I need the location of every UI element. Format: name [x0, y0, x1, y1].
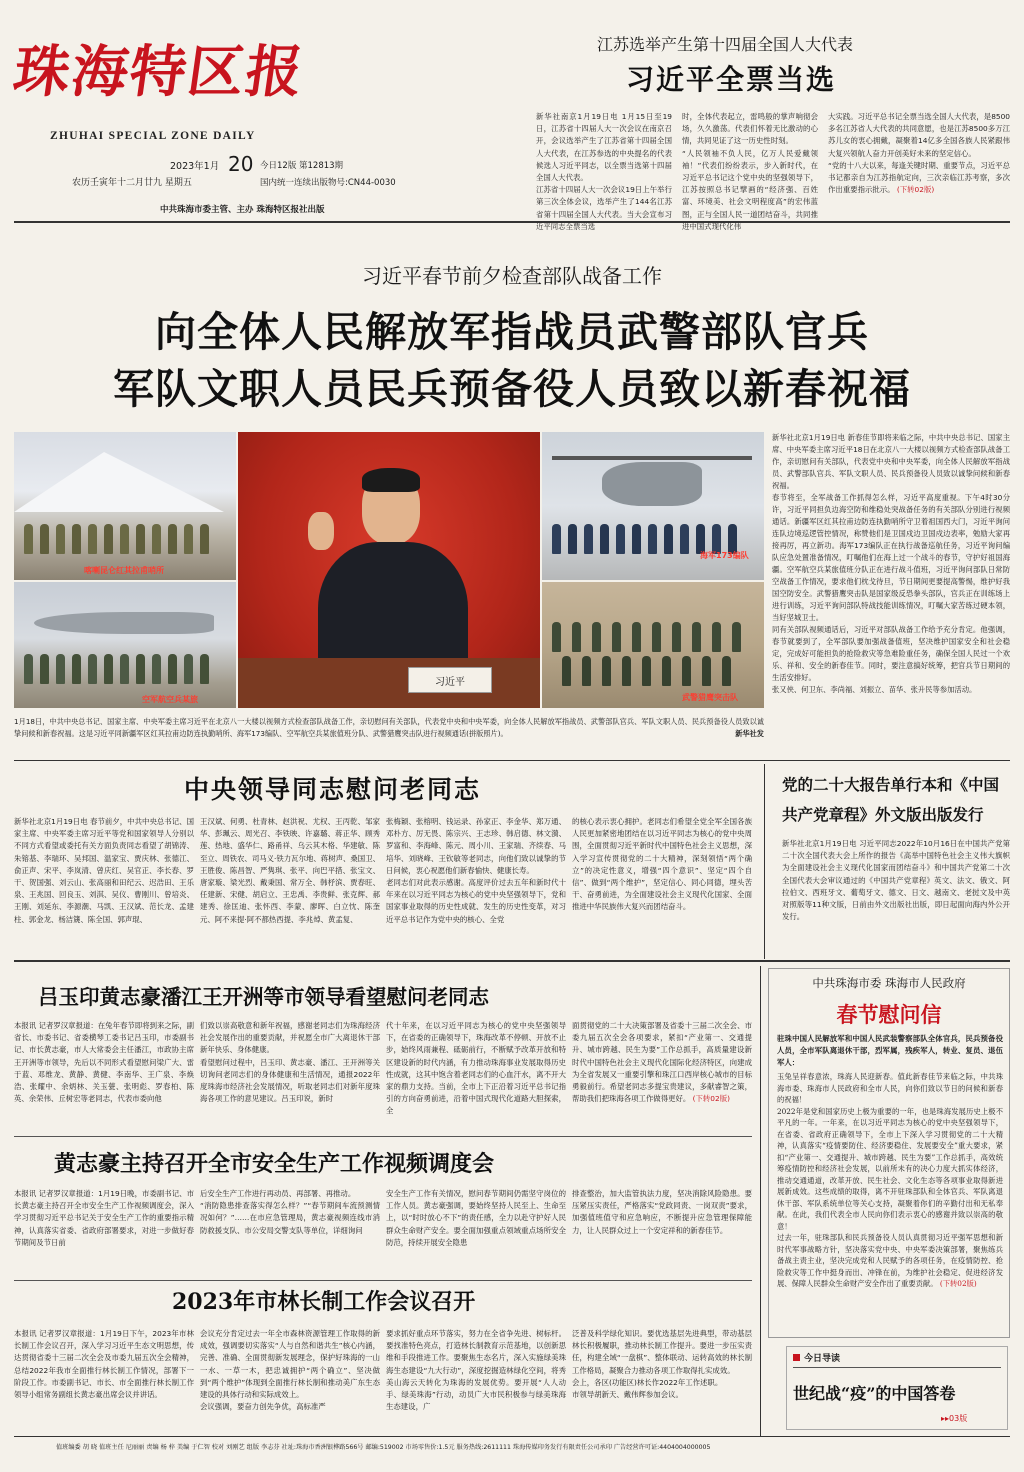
desk: [238, 658, 540, 708]
letter-issuer: 中共珠海市委 珠海市人民政府: [812, 976, 966, 990]
veterans-col2: 王汉斌、何勇、杜青林、赵洪祝、尤权、王丙乾、邹家华、彭珮云、周光召、李铁映、许嘉璐、蒋正华、顾秀莲、热地、盛华仁、路甬祥、乌云其木格、华建敏、陈至立、周铁农、司马义·铁力瓦尔地、蒋树声、桑国卫、王胜俊、陈昌智、严隽琪、张平、向巴平措、张宝文、唐家璇、梁光烈、戴秉国、常万全、韩杼滨、贾春旺、任建新、宋健、胡启立、王忠禹、李贵鲜、张克辉、郝建秀、徐匡迪、张怀西、李蒙、廖晖、白立忱、陈奎元、阿不来提·阿不都热西提、李兆焯、黄孟复、: [200, 817, 380, 924]
sidebar-vertical-rule: [760, 966, 761, 1436]
top-story-more-link[interactable]: (下转02版): [896, 185, 935, 195]
lead-kicker: 习近平春节前夕检查部队战备工作: [362, 264, 662, 288]
date-day: 20: [228, 152, 254, 176]
rotor-shape: [552, 456, 752, 460]
logo-text: 珠海特区报: [9, 39, 309, 105]
mountain-shape: [14, 452, 224, 512]
veterans-col4: 的核心表示衷心拥护。老同志们希望全党全军全国各族人民更加紧密地团结在以习近平同志为核心的党中央周围，全面贯彻习近平新时代中国特色社会主义思想，深入学习宣传贯彻党的二十大精神，深刻领悟“两个确立”的决定性意义，增强“四个意识”、坚定“四个自信”、做到“两个维护”，坚定信心、同心同德，埋头苦干、奋勇前进，为全面建设社会主义现代化国家、全面推进中华民族伟大复兴而团结奋斗。: [572, 817, 752, 912]
nameplate-text: 习近平: [435, 677, 465, 688]
publisher-line: 中共珠海市委主管、主办 珠海特区报社出版: [160, 205, 325, 215]
photo-label-2: 海军173编队: [700, 551, 749, 560]
letter-addressee: 驻珠中国人民解放军和中国人民武装警察部队全体官兵，民兵预备役人员，全市军队离退休干部，烈军属，残疾军人，转业、复员、退伍军人：: [777, 1034, 1003, 1068]
lead-caption-credit: 新华社发: [735, 729, 764, 738]
guide-square-icon: [793, 1354, 800, 1361]
top-story-col1: 新华社南京1月19日电 1月15日至19日，江苏省十四届人大一次会议在南京召开，会议选举产生了江苏省第十四届全国人大代表，在江苏参选的中央提名的代表候选人习近平同志，以全票当选第十四届全国人大代表。 江苏省十四届人大一次会议19日上午举行第三次全体会议，选举产生了144名江苏省第十四届全国人大代表。当大会宣布习近平同志全票当选: [536, 112, 672, 231]
top-story-kicker: 江苏选举产生第十四届全国人大代表: [597, 35, 854, 54]
guide-label-wrap: [793, 1351, 840, 1364]
date-line2: 农历壬寅年十二月廿九 星期五: [72, 178, 192, 188]
footer-rule: [14, 1436, 1010, 1437]
masthead-rule: [14, 221, 1010, 223]
guide-box[interactable]: [786, 1346, 1008, 1430]
soldier-row: [24, 524, 224, 564]
photo-label-4: 武警猎鹰突击队: [682, 693, 738, 702]
photo-navy[interactable]: [542, 432, 764, 580]
masthead-logo: [9, 22, 309, 132]
letter-more-link[interactable]: (下转02版): [939, 1279, 977, 1288]
lead-headline-1[interactable]: 向全体人民解放军指战员武警部队官兵: [155, 308, 869, 356]
lead-caption-text: 1月18日，中共中央总书记、国家主席、中央军委主席习近平在北京八一大楼以视频方式检查部队战备工作，亲切慰问有关部队，代表党中央和中央军委，向全体人民解放军指战员、武警部队官兵、军队文职人员、民兵预备役人员致以诚挚问候和新春祝福。这是习近平同新疆军区红其拉甫边防连执勤哨所、海军173编队、空军航空兵某旅值班分队、武警猎鹰突击队进行视频通话(拼版照片)。: [14, 717, 764, 738]
veterans-col3: 张梅颖、张榕明、钱运录、孙家正、李金华、郑万通、邓朴方、厉无畏、陈宗兴、王志珍、韩启德、林文漪、罗富和、李海峰、陈元、周小川、王家瑞、齐续春、马培华、刘晓峰、王钦敏等老同志，向他们致以诚挚的节日问候，衷心祝愿他们新春愉快、健康长寿。 老同志们对此表示感谢。高度评价过去五年和新时代十年来在以习近平同志为核心的党中央坚强领导下，党和国家事业取得的历史性成就、发生的历史性变革，对习近平总书记作为党中央的核心、全党: [386, 817, 566, 924]
letter-title[interactable]: 春节慰问信: [836, 1002, 942, 1027]
veterans-col1: 新华社北京1月19日电 春节前夕，中共中央总书记、国家主席、中央军委主席习近平等党和国家领导人分别以不同方式看望或委托有关方面负责同志看望了胡锦涛、朱镕基、李瑞环、吴邦国、温家宝、贾庆林、张德江、俞正声、宋平、李岚清、曾庆红、吴官正、李长春、罗干、贺国强、刘云山、张高丽和田纪云、迟浩田、王乐泉、王兆国、回良玉、刘淇、吴仪、曹刚川、曾培炎、王刚、刘延东、李源潮、马凯、王汉斌、范长龙、孟建柱、郭金龙、杨洁篪、陈全国、郭声琨、: [14, 817, 194, 924]
soldier-row-4: [552, 622, 752, 692]
masthead-english: ZHUHAI SPECIAL ZONE DAILY: [50, 130, 256, 142]
jet-shape: [34, 612, 214, 634]
local1-col1: 本报讯 记者罗汉章报道：在兔年春节即将到来之际，副省长、市委书记、省委横琴工委书记吕玉印，市委副书记、市长黄志豪，市人大常委会主任潘江，市政协主席王开洲等市领导，先后以不同形式看望慰问梁广大、雷于蓝、邓维龙、黄静、黄健、李南华、王广泉、李焕浩、张耀中、余炳林、关玉甍、张明彪、罗春柏、陈英、余荣伟、丘树宏等老同志，代表市委向他: [14, 1021, 194, 1104]
date-line1: 2023年1月: [170, 161, 220, 172]
portrait-hair: [362, 468, 420, 492]
section-rule: [14, 960, 1010, 962]
portrait-hand: [308, 512, 334, 550]
guide-headline[interactable]: 世纪战“疫”的中国答卷: [793, 1384, 956, 1403]
guide-rule: [793, 1367, 1001, 1368]
photo-air-force[interactable]: [14, 582, 236, 708]
photo-label-3: 空军航空兵某旅: [142, 695, 198, 704]
photo-border-post[interactable]: [14, 432, 236, 580]
local1-col4: [572, 1020, 752, 1130]
top-story-col2: 时，全体代表起立，雷鸣般的掌声响彻会场，久久激荡。代表们怀着无比激动的心情，共同见证了这一历史性时刻。 “人民领袖不负人民，亿万人民爱戴领袖！”代表们纷纷表示，步入新时代，在习近平总书记这个党中央的坚强领导下，江苏按照总书记擘画的“经济强、百姓富、环境美、社会文明程度高”的宏伟蓝图，正与全国人民一道团结奋斗，共同推进中国式现代化伟: [682, 112, 818, 231]
sidebar-letter-box: [768, 968, 1010, 1338]
local2-col3: 安全生产工作有关情况，慰问春节期间仍需坚守岗位的工作人员。黄志豪强调，要始终坚持人民至上、生命至上，以“时时放心不下”的责任感，全力以赴守护好人民群众生命财产安全。要全面加强重点领域重点场所安全防范，持续开展安全隐患: [386, 1189, 566, 1247]
veterans-headline[interactable]: 中央领导同志慰问老同志: [184, 775, 482, 804]
local1-more-link[interactable]: (下转02版): [692, 1094, 730, 1104]
helicopter-shape: [602, 462, 702, 506]
issue-line: 今日12版 第12813期: [260, 161, 344, 171]
guide-label: 今日导读: [804, 1354, 841, 1364]
local2-rule: [14, 1280, 752, 1281]
foreign-ed-headline-2[interactable]: 共产党章程》外文版出版发行: [782, 805, 984, 824]
photo-armed-police[interactable]: [542, 582, 764, 708]
letter-body-text: 玉兔呈祥春意浓，珠海人民迎新春。值此新春佳节来临之际，中共珠海市委、珠海市人民政府和全市人民，向你们致以节日的问候和新春的祝福！ 2022年是党和国家历史上极为重要的一年，也是珠海发展历史上极不平凡的一年。一年来，在以习近平同志为核心的党中央坚强领导下，在省委、省政府正确领导下，全市上下深入学习贯彻党的二十大精神，认真落实“疫情要防住、经济要稳住、发展要安全”重大要求，紧扣“产业第一、交通提升、城市跨越、民生为要”工作总抓手，高效统筹疫情防控和经济社会发展，以前所未有的决心力度大抓实体经济，推动交通通道，改革开放、民生社会、文化生态等各项事业取得新进展新成效。这些成绩的取得，离不开驻珠部队和全体官兵、军队离退休干部、军队系统单位等关心支持，凝聚着你们的辛勤付出和无私奉献。在此，我们代表全市人民向你们表示衷心的感谢并致以崇高的敬意！ 过去一年，驻珠部队和民兵预备役人员认真贯彻习近平强军思想和新时代军事战略方针，坚决落实党中央、中央军委决策部署，聚焦练兵备战主责主业，坚决完成党和人民赋予的各项任务，在疫情防控、抢险救灾等工作中挺身而出、冲锋在前，为维护社会稳定、促进经济发展、保障人民群众生命财产安全作出了重要贡献。: [777, 1072, 1003, 1288]
local2-col1: 本报讯 记者罗汉章报道：1月19日晚，市委副书记、市长黄志豪主持召开全市安全生产工作视频调度会，深入学习贯彻习近平总书记关于安全生产工作的重要指示精神，认真落实省委、省政府部署要求，对进一步做好春节期间及节日前: [14, 1189, 194, 1247]
soldier-row-2: [24, 654, 224, 694]
local3-col4: 泛普及科学绿化知识。要优选基层先进典型，带动基层林长积极履职，推动林长制工作提升。要进一步压实责任，构建全域“一盘棋”、整体联动、运转高效的林长制工作格局，凝聚合力推动各项工作取得扎实成效。 会上，各区(功能区)林长作2022年工作述职。 市领导胡新天、戴伟辉参加会议。: [572, 1329, 752, 1400]
top-story-headline[interactable]: 习近平全票当选: [626, 63, 837, 96]
local1-col3: 代十年来，在以习近平同志为核心的党中央坚强领导下，在省委的正确领导下，珠海改革不停顿、开放不止步，始终风雨兼程、砥砺前行，不断赋予改革开放和特区建设新的时代内涵，有力推动珠海事业发展取得历史性成就，这其中饱含着老同志们的心血汗水，离不开大家的鼎力支持。当前，全市上下正沿着习近平总书记指引的方向奋勇前进，沿着中国式现代化道路大胆探索，全: [386, 1021, 566, 1116]
guide-page[interactable]: ▸▸03版: [941, 1414, 968, 1423]
local3-col3: 要求抓好重点环节落实，努力在全省争先进、树标杆。要找准特色亮点，打造林长制教育示范基地，以创新思维和手段推进工作。要聚焦生态名片，深入实施绿美珠海生态建设“九大行动”，深度挖掘造林绿化空间，将秀美山海云天转化为珠海的发展优势。要开展“人人动手、绿美珠海”行动，动员广大市民积极参与绿美珠海生态建设，广: [386, 1329, 566, 1412]
nameplate: [408, 667, 492, 693]
local3-col1: 本报讯 记者罗汉章报道：1月19日下午，2023年市林长制工作会议召开，深入学习习近平生态文明思想，传达贯彻省委十三届二次全会及市委九届五次全会精神，总结2022年我市全面推行林长制工作情况，部署下一阶段工作。市委副书记、市长、市全面推行林长制工作领导小组常务副组长黄志豪出席会议并讲话。: [14, 1329, 194, 1400]
footer-text: 值班编委 胡 晓 值班主任 尼丽丽 责编 杨 梓 美编 于仁智 校对 刘刚艺 组版 李志芬 社址:珠海市香洲银桦路566号 邮编:519002 市场零售价:1.5元 服务热线:2611111 珠海传媒印务发行有限责任公司承印 广告经营许可证:4404004000005: [56, 1444, 711, 1451]
local2-headline[interactable]: 黄志豪主持召开全市安全生产工作视频调度会: [54, 1151, 495, 1177]
local1-headline[interactable]: 吕玉印黄志豪潘江王开洲等市领导看望慰问老同志: [38, 985, 489, 1009]
local1-rule: [14, 1136, 752, 1137]
local1-col2: 们致以崇高敬意和新年祝福，感谢老同志们为珠海经济社会发展作出的重要贡献，并祝愿全市广大离退休干部新年快乐、身体健康。 看望慰问过程中，吕玉印、黄志豪、潘江、王开洲等关切询问老同志们的身体健康和生活情况，通报2022年度珠海市经济社会发展情况，听取老同志们对新年度珠海各项工作的意见建议。吕玉印说，新时: [200, 1021, 380, 1104]
lead-headline-2[interactable]: 军队文职人员民兵预备役人员致以新春祝福: [113, 365, 911, 413]
local1-col4-text: 面贯彻党的二十大决策部署及省委十三届二次全会、市委九届五次全会各项要求，紧扣“产业第一、交通提升、城市跨越、民生为要”工作总抓手，高质量建设新时代中国特色社会主义现代化国际化经济特区，向建成为全省发展又一重要引擎和珠江口西岸核心城市的目标勇毅前行。希望老同志多提宝贵建议，多献睿智之策，帮助我们把珠海各项工作做得更好。: [572, 1021, 752, 1104]
local3-col2: 会议充分肯定过去一年全市森林资源管理工作取得的新成效，强调要切实落实“人与自然和谐共生”核心内涵，完善、准确、全面贯彻新发展理念，保护好珠海的一山一水、一草一木，把忠诚拥护“两个确立”、坚决做到“两个维护”体现到全面推行林长制和推动美广东生态建设的具体行动和实际成效上。 会议强调，要奋力创先争优，高标准严: [200, 1329, 380, 1412]
lead-rule: [14, 760, 1010, 761]
letter-body: [777, 1071, 1003, 1333]
vertical-rule: [764, 764, 765, 959]
foreign-ed-body: 新华社北京1月19日电 习近平同志2022年10月16日在中国共产党第二十次全国代表大会上所作的报告《高举中国特色社会主义伟大旗帜 为全面建设社会主义现代化国家而团结奋斗》和中国共产党第二十次全国代表大会审议通过的《中国共产党章程》英文、法文、俄文、阿拉伯文、西班牙文、葡萄牙文、德文、日文、越南文、老挝文及中英对照版等11种文版，日前由外文出版社出版，即日起面向海内外公开发行。: [782, 839, 1010, 922]
lead-body: 新华社北京1月19日电 新春佳节即将来临之际，中共中央总书记、国家主席、中央军委主席习近平18日在北京八一大楼以视频方式检查部队战备工作，亲切慰问有关部队，代表党中央和中央军委，向全体人民解放军指战员、武警部队官兵、军队文职人员、民兵预备役人员致以诚挚问候和新春祝福。 春节将至，全军战备工作抓得怎么样，习近平高度重视。下午4时30分许，习近平同担负边海空防和维稳处突战备任务的有关部队分别进行视频通话。新疆军区红其拉甫边防连执勤哨所守卫着祖国西大门，习近平询问连队边境巡逻管控情况，称赞他们是卫国戍边卫国戍边表率，勉励大家再接再厉，再立新功。海军173编队正在执行战备巡航任务，习近平询问编队应急处置准备情况，叮嘱他们在海上过一个战斗的春节，守护好祖国海疆。空军航空兵某旅值班分队正在进行战斗值班，习近平询问部队日常防空战备工作情况，要求他们枕戈待旦，节日期间更要提高警惕，维护好我国空防安全。武警猎鹰突击队是国家级反恐拳头部队，官兵正在训练场上进行训练，习近平询问部队特战技能训练情况，叮嘱大家苦练过硬本领，当好坚城卫士。 同有关部队视频通话后，习近平对部队战备工作给予充分肯定。他强调，春节就要到了，全军部队要加强战备值班，坚决维护国家安全和社会稳定，完成好可能担负的抢险救灾等急难险重任务，确保全国人民过一个欢乐、祥和、安全的新春佳节。同时，要注意搞好统筹，把官兵节日期间的生活安排好。 张又侠、何卫东、李尚福、刘振立、苗华、张升民等参加活动。: [772, 433, 1010, 694]
local2-col4: 排查整治，加大监管执法力度，坚决消除风险隐患。要压紧压实责任，严格落实“党政同责、一岗双责”要求，加强值班值守和应急响应，不断提升应急管理保障能力，让人民群众过上一个安定祥和的新春佳节。: [572, 1189, 752, 1235]
cn-line: 国内统一连续出版物号:CN44-0030: [260, 178, 396, 188]
photo-center-portrait[interactable]: [238, 432, 540, 708]
local2-col2: 后安全生产工作进行再动员、再部署、再推动。 “消防隐患排查落实得怎么样？”“春节期间车流预测情况如何？”……在市应急管理局，黄志豪视频连线市消防救援支队、市公安局交警支队等单位，详细询问: [200, 1189, 380, 1235]
local3-headline[interactable]: 2023年市林长制工作会议召开: [172, 1289, 476, 1315]
top-story-col3: [828, 111, 1010, 219]
foreign-ed-headline-1[interactable]: 党的二十大报告单行本和《中国: [782, 775, 1000, 794]
photo-label-1: 喀喇昆仑红其拉甫哨所: [84, 566, 164, 575]
lead-caption: [14, 716, 764, 756]
top-story-col3-text: 大实践。习近平总书记全票当选全国人大代表，是8500多名江苏省人大代表的共同意愿，也是江苏8500多万江苏儿女的衷心拥戴，凝聚着14亿多全国各族人民紧跟伟大复兴领航人奋力开创美好未来的坚定信心。 “党的十八大以来，每逢关键时期、重要节点，习近平总书记都亲自为江苏指航定向，三次亲临江苏考察，多次作出重要指示批示。: [828, 112, 1010, 195]
